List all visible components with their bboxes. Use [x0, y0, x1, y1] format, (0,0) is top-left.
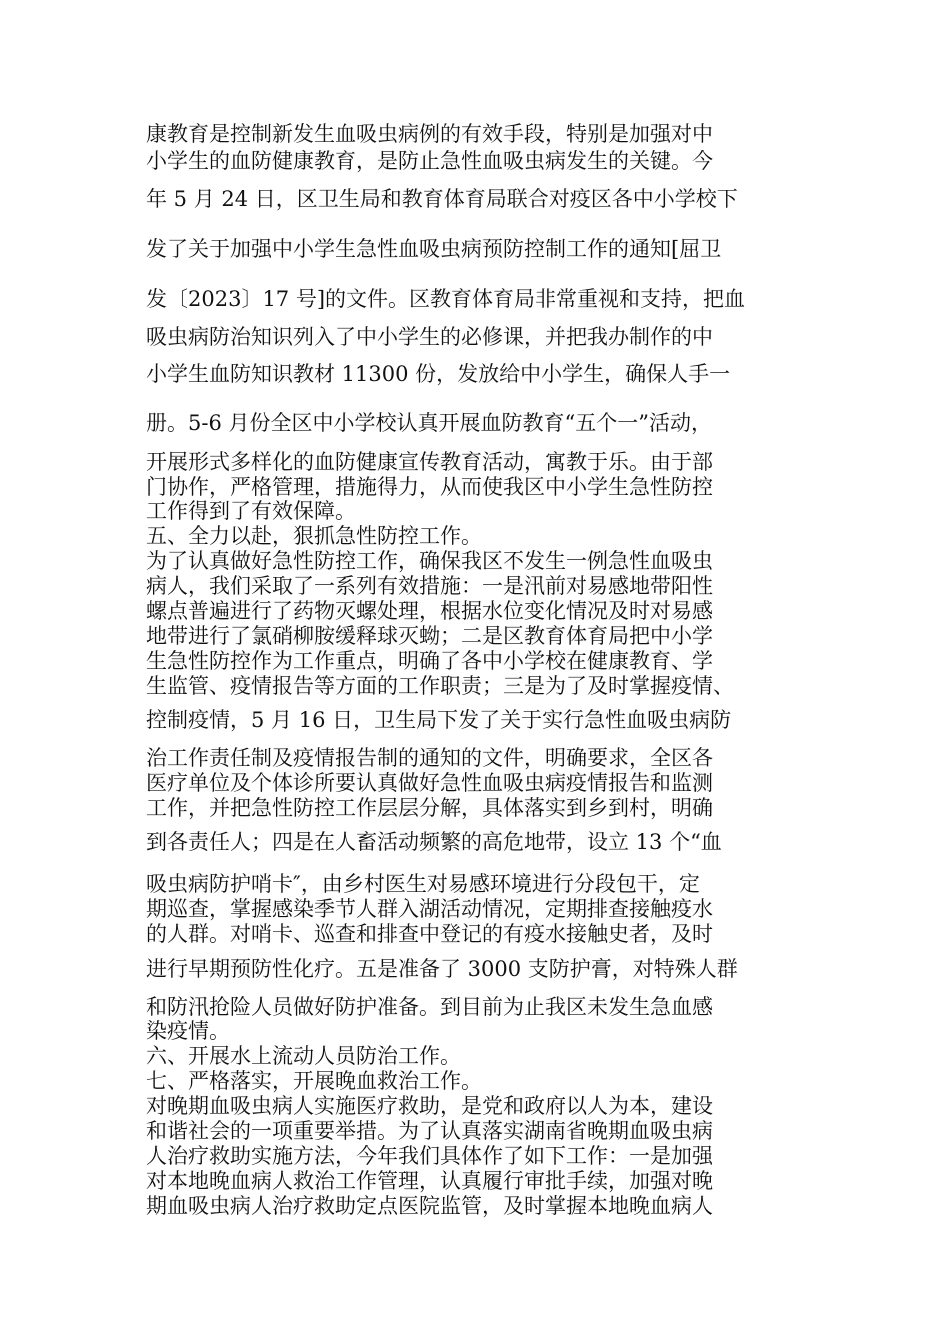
text-line: 地带进行了氯硝柳胺缓释球灭蚴；二是区教育体育局把中小学 — [146, 624, 713, 648]
section-heading: 七、严格落实，开展晚血救治工作。 — [146, 1069, 482, 1093]
text-line: 生急性防控作为工作重点，明确了各中小学校在健康教育、学 — [146, 649, 713, 673]
text-line: 发了关于加强中小学生急性血吸虫病预防控制工作的通知[屈卫 — [146, 237, 722, 261]
text-line: 小学生血防知识教材 11300 份，发放给中小学生，确保人手一 — [146, 362, 731, 386]
section-heading: 六、开展水上流动人员防治工作。 — [146, 1044, 461, 1068]
text-line: 和谐社会的一项重要举措。为了认真落实湖南省晚期血吸虫病 — [146, 1119, 713, 1143]
text-line: 康教育是控制新发生血吸虫病例的有效手段，特别是加强对中 — [146, 122, 713, 146]
text-line: 吸虫病防治知识列入了中小学生的必修课，并把我办制作的中 — [146, 325, 713, 349]
text-line: 医疗单位及个体诊所要认真做好急性血吸虫病疫情报告和监测 — [146, 771, 713, 795]
text-line: 为了认真做好急性防控工作，确保我区不发生一例急性血吸虫 — [146, 549, 713, 573]
text-line: 吸虫病防护哨卡″，由乡村医生对易感环境进行分段包干，定 — [146, 872, 700, 896]
text-line: 的人群。对哨卡、巡查和排查中登记的有疫水接触史者，及时 — [146, 922, 713, 946]
text-line: 对本地晚血病人救治工作管理，认真履行审批手续，加强对晚 — [146, 1169, 713, 1193]
text-line: 工作得到了有效保障。 — [146, 499, 356, 523]
text-line: 期血吸虫病人治疗救助定点医院监管，及时掌握本地晚血病人 — [146, 1194, 713, 1218]
text-line: 进行早期预防性化疗。五是准备了 3000 支防护膏，对特殊人群 — [146, 957, 738, 981]
text-line: 到各责任人；四是在人畜活动频繁的高危地带，设立 13 个“血 — [146, 830, 722, 854]
section-heading: 五、全力以赴，狠抓急性防控工作。 — [146, 524, 482, 548]
text-line: 工作，并把急性防控工作层层分解，具体落实到乡到村，明确 — [146, 796, 713, 820]
text-line: 期巡查，掌握感染季节人群入湖活动情况，定期排查接触疫水 — [146, 897, 713, 921]
text-line: 治工作责任制及疫情报告制的通知的文件，明确要求，全区各 — [146, 746, 713, 770]
text-line: 螺点普遍进行了药物灭螺处理，根据水位变化情况及时对易感 — [146, 599, 713, 623]
text-line: 人治疗救助实施方法，今年我们具体作了如下工作：一是加强 — [146, 1144, 713, 1168]
text-line: 发〔2023〕17 号]的文件。区教育体育局非常重视和支持，把血 — [146, 287, 746, 311]
text-line: 生监管、疫情报告等方面的工作职责；三是为了及时掌握疫情、 — [146, 674, 734, 698]
text-line: 对晚期血吸虫病人实施医疗救助，是党和政府以人为本，建设 — [146, 1094, 713, 1118]
text-line: 和防汛抢险人员做好防护准备。到目前为止我区未发生急血感 — [146, 995, 713, 1019]
text-line: 开展形式多样化的血防健康宣传教育活动，寓教于乐。由于部 — [146, 450, 713, 474]
text-line: 年 5 月 24 日，区卫生局和教育体育局联合对疫区各中小学校下 — [146, 187, 738, 211]
text-line: 册。5-6 月份全区中小学校认真开展血防教育“五个一”活动， — [146, 411, 712, 435]
text-line: 小学生的血防健康教育，是防止急性血吸虫病发生的关键。今 — [146, 149, 713, 173]
text-line: 染疫情。 — [146, 1019, 230, 1043]
text-line: 控制疫情，5 月 16 日，卫生局下发了关于实行急性血吸虫病防 — [146, 708, 732, 732]
text-line: 病人，我们采取了一系列有效措施：一是汛前对易感地带阳性 — [146, 574, 713, 598]
text-line: 门协作，严格管理，措施得力，从而使我区中小学生急性防控 — [146, 475, 713, 499]
